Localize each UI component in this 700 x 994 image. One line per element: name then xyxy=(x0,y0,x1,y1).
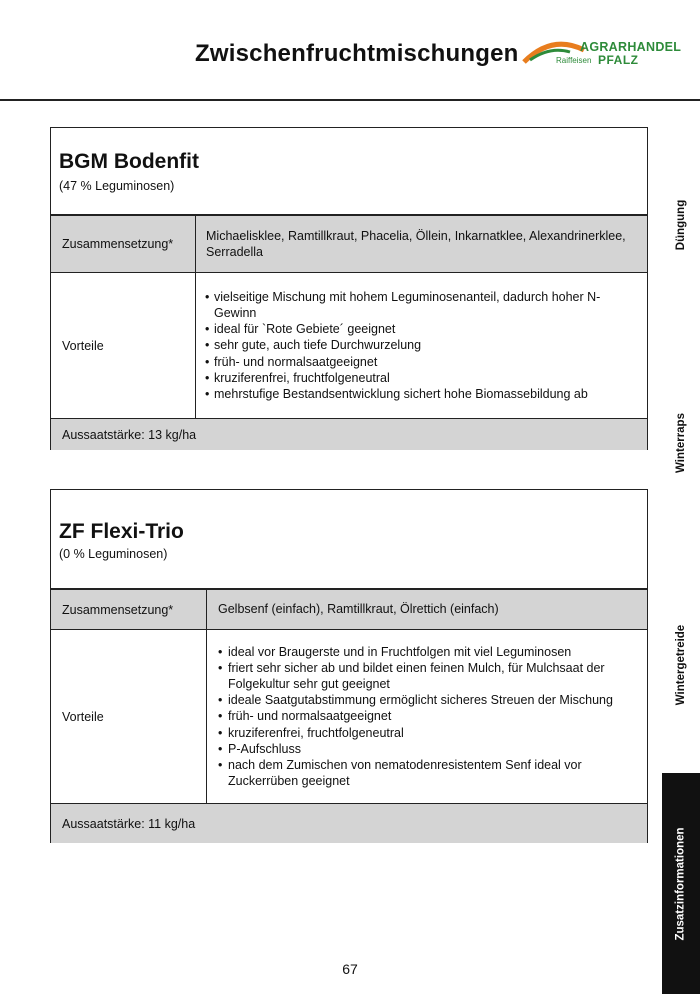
composition-row xyxy=(51,216,647,273)
card-header xyxy=(51,128,647,216)
card-subtitle: (0 % Leguminosen) xyxy=(59,547,168,561)
page-number: 67 xyxy=(342,961,358,977)
advantages-list xyxy=(216,644,637,790)
tab-duengung[interactable] xyxy=(662,180,700,270)
list-item: • nach dem Zumischen von nematodenresistentem Senf ideal vor Zuckerrüben geeignet xyxy=(216,757,637,789)
logo-pfalz: PFALZ xyxy=(598,53,639,67)
composition-label: Zusammensetzung* xyxy=(51,590,207,629)
composition-row xyxy=(51,590,647,630)
list-item: • ideal vor Braugerste und in Fruchtfolgen mit viel Leguminosen xyxy=(216,644,637,660)
tab-winterraps[interactable] xyxy=(662,398,700,488)
seed-rate: Aussaatstärke: 11 kg/ha xyxy=(62,816,196,831)
agrarhandel-logo xyxy=(522,36,687,76)
seed-rate-row xyxy=(51,419,647,450)
list-item: • früh- und normalsaatgeeignet xyxy=(205,354,636,370)
advantages-label: Vorteile xyxy=(51,630,207,803)
advantages-row xyxy=(51,273,647,419)
advantages-value xyxy=(207,630,637,803)
list-item: • P-Aufschluss xyxy=(216,741,637,757)
card-title: ZF Flexi-Trio xyxy=(59,520,184,543)
composition-text: Michaelisklee, Ramtillkraut, Phacelia, Öllein, Inkarnatklee, Alexandrinerklee, Serradella xyxy=(206,228,626,259)
tab-label: Zusatzinformationen xyxy=(675,826,687,941)
list-item: • kruziferenfrei, fruchtfolgeneutral xyxy=(216,725,637,741)
composition-label: Zusammensetzung* xyxy=(51,216,196,272)
card-subtitle: (47 % Leguminosen) xyxy=(59,179,175,193)
card-title: BGM Bodenfit xyxy=(59,150,199,173)
logo-raiffeisen: Raiffeisen xyxy=(556,56,592,65)
header-divider xyxy=(0,99,700,101)
advantages-list xyxy=(205,289,636,402)
tab-label: Wintergetreide xyxy=(675,624,688,706)
seed-rate-row xyxy=(51,804,647,843)
list-item: • mehrstufige Bestandsentwicklung sichert hohe Biomassebildung ab xyxy=(205,386,636,402)
list-item: • früh- und normalsaatgeeignet xyxy=(216,708,637,724)
list-item: • ideale Saatgutabstimmung ermöglicht sicheres Streuen der Mischung xyxy=(216,692,637,708)
page-title: Zwischenfruchtmischungen xyxy=(195,40,519,67)
list-item: • friert sehr sicher ab und bildet einen feinen Mulch, für Mulchsaat der Folgekultur sehr gut geeignet xyxy=(216,660,637,692)
logo-name: AGRARHANDEL xyxy=(580,40,682,54)
advantages-row xyxy=(51,630,647,804)
advantages-value xyxy=(196,273,636,418)
advantages-label: Vorteile xyxy=(51,273,196,418)
product-card-zf-flexi-trio xyxy=(50,489,648,843)
tab-label: Winterraps xyxy=(675,413,687,473)
product-card-bgm-bodenfit xyxy=(50,127,648,450)
list-item: • ideal für `Rote Gebiete´ geeignet xyxy=(205,321,636,337)
list-item: • sehr gute, auch tiefe Durchwurzelung xyxy=(205,337,636,353)
composition-text: Gelbsenf (einfach), Ramtillkraut, Ölrettich (einfach) xyxy=(218,602,499,617)
tab-label: Düngung xyxy=(675,199,688,251)
card-header xyxy=(51,490,647,590)
tab-wintergetreide[interactable] xyxy=(662,600,700,730)
list-item: • vielseitige Mischung mit hohem Leguminosenanteil, dadurch hoher N-Gewinn xyxy=(205,289,636,321)
seed-rate: Aussaatstärke: 13 kg/ha xyxy=(62,427,197,442)
list-item: • kruziferenfrei, fruchtfolgeneutral xyxy=(205,370,636,386)
composition-value xyxy=(196,216,636,272)
composition-value xyxy=(207,590,637,629)
